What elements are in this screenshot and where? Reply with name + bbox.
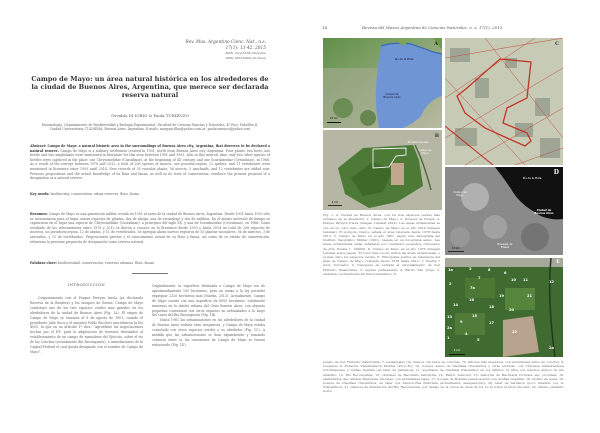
section-divider [132, 273, 168, 274]
point-label: 14 [453, 303, 459, 307]
point-label: 22 [512, 330, 518, 334]
point-label: 4 [465, 332, 468, 336]
label-campo-de-mayo-d: Campo de Mayo [453, 191, 467, 197]
resumen-text: Campo de Mayo es una guarnición militar creada en 1901 al norte de la ciudad de Buenos Aires, Argentina. Desde 1901 hasta 1993 sólo se mencionaron para el lugar cuatro especies de plantas, dos de abejas, una de escarabajo y dos de anfibios. En el mismo intervalo de tiempo se capturaron en el lugar una especie de Chrysomelidae (Cassidinae), a principios del siglo XX, y una de Scarabaeidae (Cetoniinae), en 1966. Como resultado de los relevamientos entre 1978 y 2012 se dieron a conocer en la literatura desde 1993 y hasta 2014 un total de 208 especies de insectos, un pseudoescorpion, 12 de arañas, y 11 de vertebrados. Se agregan ahora nuevos registros de 55 plantas vasculares, 56 de insectos, 3 de arácnidos, y 12 de vertebrados. Proposiciones previas y el conocimiento actual de su flora y fauna, así como de su estado de conservación, refuerzan la presente propuesta de designación como reserva natural. [30, 212, 271, 244]
point-label: 8 [488, 268, 491, 272]
point-label: 10 [511, 278, 517, 282]
label-rio-de-la-plata-a: Río de la Plata [394, 58, 414, 61]
palabras-clave-text: biodiversidad, conservación, reservas urbanas, flora, fauna. [57, 261, 155, 265]
authors: Osvaldo DI IORIO & Paola TURIENZO [111, 113, 189, 118]
point-label: 7 [478, 276, 481, 280]
point-label: 5 [477, 338, 480, 342]
label-bosques-de-ezeiza-d: Bosques de Ezeiza [497, 243, 513, 249]
point-label: 15 [472, 314, 478, 318]
scale-label-e: 2 km [453, 349, 461, 352]
panel-letter-c: C [555, 41, 559, 47]
section-heading: INTRODUCCIÓN [68, 282, 105, 287]
point-label: 16 [469, 298, 475, 302]
right-page [300, 0, 600, 433]
intro-paragraph-2: Originalmente, la superficie destinada a Campo de Mayo era de aproximadamente 100 hectáreas, pero un anexo a la ley permitió expropiar 2326 hectáreas más (Martín, 2013). Actualmente, Campo de Mayo cuenta con una superficie de 8000 hectáreas, totalmente inmersas en la matriz urbana del Gran Buenos Aires, con algunas pequeñas conexiones con otros espacios no urbanizados a lo largo del curso del Río Reconquista (Fig. 1B). [152, 284, 265, 318]
panel-letter-a: A [434, 41, 438, 47]
abstract [30, 144, 270, 181]
label-ciudad-buenos-aires-d: Ciudad de Buenos Aires [534, 209, 554, 215]
figure-caption-continued: puesto de don Filiberto Insaurralde; 7, eucaliptales (7a, densos, sin nidos de cotorras; 7b, árboles más dispersos, con abundantes nidos de cotorra); 8, tosquera; 9, Estación Visualizadora Montes (P.C.G.B.); 10, bosque denso de Gleditsia triacanthos y otras exóticas, con Chloraea membranacea (Orchidaceae) y orallas Nephila (en talar de barranca); 11, expansión de Gleditsia triacanthos en los últimos 15 años con algunos grupos de iris amarillo; 12, Río Reconquista; 13, chilcales de Baccharis salicifolia; 14, Barrio Aviación; 15, matorral de Baccharis forficata ssp. procinea; 16, alambrados que dividen diferentes parcelas, con abundantes talas; 17, bosque de Robinia pseudoacacia (con arañas Nephila); 18, molino de agua; 19, bosque de Gleditsia triacanthos, en talar con Aristolochia fimbriata (actualmente desaparecido); 20, talar de barranca (poco invadido por G. triacanthos); 21, planicie de inundación del Río Reconquista, por debajo de la curva de nivel de los 10 m sobre el nivel del mar; 22, relleno sanitario norte. [323, 360, 564, 394]
scale-label-b: 4 km [331, 201, 339, 204]
point-label: 2a [447, 326, 452, 330]
resumen-label: Resumen: [30, 212, 48, 216]
page-number: 14 [322, 25, 328, 30]
figure-panel-d [445, 167, 563, 255]
label-rio-de-la-plata-d: Río de la Plata [522, 177, 542, 180]
figure-panel-a [323, 38, 442, 128]
point-label: 2 [449, 282, 452, 286]
figure-panel-b [323, 130, 442, 210]
affiliation: Entomología. Departamento de Biodiversidad y Biología Experimental. Facultad de Ciencias Exactas y Naturales. 4º Piso, Pabellón II, Ciudad Universitaria C1428EHA, Buenos Aires, Argentina. E-mails: margaycillus@yahoo.com.ar; paolaturienzo@yahoo.com [41, 123, 259, 132]
point-label: 1 [447, 336, 450, 340]
palabras-clave-label: Palabras clave: [30, 261, 57, 265]
running-head: Revista del Museo Argentino de Ciencias Naturales, n. s. 17(1), 2015 [362, 25, 503, 30]
point-label: 9 [460, 320, 463, 324]
topographic-map-c [445, 38, 563, 165]
panel-letter-b: B [434, 133, 439, 139]
abstract-text: Campo de Mayo is a military settlement created in 1901, north from Buenos Aires city, Argentina. Four plants, two bees, one beetle and two amphibians were mentioned in literature for this area between 1901 and 1993. Also in this interval time, only two other species of beetles were captured in the place: one Chrysomelidae (Cassidinae), at the beginning of XX century, and one Scarabaeidae (Cetoniinae), in 1966. As a result of the surveys between 1978 and 2012, a total of 208 species of insects, one pseudoscorpion, 12 spiders, and 11 vertebrates were mentioned in literature since 1993 until 2014. New records of 55 vascular plants, 56 insects, 3 arachnids, and 12 vertebrates are added now. Previous propositions and the actual knowledge of its flora and fauna, as well as its state of conservation, reinforce the present proposal of a designation as a natural reserve. [30, 148, 271, 181]
point-label: 19 [499, 294, 505, 298]
point-label: 1a [448, 268, 453, 272]
point-label: 17 [489, 321, 495, 325]
keywords-text: biodiversity, conservation, urban reserves, flora, fauna. [50, 192, 140, 196]
scale-label-d: 10 km [451, 247, 461, 250]
body-column-left [30, 296, 143, 355]
scale-label-a: 25 km [329, 117, 339, 120]
figure-panel-e [445, 258, 563, 357]
point-label: 18 [489, 305, 495, 309]
point-label: 6 [504, 271, 507, 275]
palabras-clave [30, 261, 270, 266]
journal-volume: 17(1): 13-42, 2015 [225, 45, 266, 51]
point-label: 7a [470, 286, 475, 290]
label-rio-reconquista-b: Río Reconquista [407, 141, 429, 144]
point-label: 12 [549, 280, 555, 284]
body-column-right [152, 284, 265, 348]
journal-name: Rev. Mus. Argentino Cienc. Nat., n.s. [185, 40, 266, 45]
intro-paragraph-1: Conjuntamente con el Parque Pereyra Iraola (ya declarado Reserva de la Biósfera) y los bosques de Ezeiza, Campo de Mayo constituye uno de los tres espacios verdes más grandes en los alrededores de la ciudad de Buenos Aires (Fig. 1A). El origen de Campo de Mayo se remonta al 8 de agosto de 1901, cuando el presidente Julio Roca y el ministro Pablo Riccheri suscribieron la ley 4005, la que en su artículo 1º dice: "Agruébese las negociaciones hechas por el P.E. para la adquisición de terrenos destinados al establecimiento de un campo de maniobras del Ejército, sobre el río de las Conchas (actualmente Río Reconquista), a inmediaciones de la Capital Federal el cual queda designado con el nombre de Campo de Mayo". [30, 296, 143, 354]
point-label: 20 [509, 308, 515, 312]
intro-paragraph-3: Hasta 1961 las urbanizaciones en los alrededores de la ciudad de Buenos Aires todavía eran incipientes, y Campo de Mayo estaba conectado con otros espacios verdes a su alrededor (Fig. 1C). A medida que las urbanizaciones se iban expandiendo y tomando contacto entre sí, las conexiones de Campo de Mayo se fueron reduciendo (Fig. 1D). [152, 318, 265, 347]
panel-letter-d: D [553, 169, 559, 176]
label-campo-de-mayo-b: Campo de Mayo [418, 149, 432, 155]
journal-reference [185, 40, 266, 60]
figure-caption: Fig. 1. A. Ciudad de Buenos Aires, con los tres espacios verdes más extensos en su alrededor: 1, Campo de Mayo; 2, bosques de Ezeiza; 3, Parque Pereyra Iraola (imagen Landsat 2014). Las áreas urbanizadas se ven en un color más claro. B. Campo de Mayo en el año 2014 (imagen Landsat). El polígono blanco señala el área relevada desde 1978 hasta 2012. C. Campo de Mayo en el año 1961, según una cartografía del Instituto Geográfico Militar (1961), basada en un fotograma aéreo. Las áreas urbanizadas están señaladas por cuadrados pequeños coloreados de gris. Escala 1: 100000. D. Campo de Mayo en el año 1976 (imagen Landsat sobre papel). El color más oscuro indica las áreas urbanizadas, y el más claro los espacios verdes. E. Principales puntos de referencia del área de Campo de Mayo relevada desde 1978 hasta 2012: 1, Puerta 7 (Don Torcuato); 2, tranquera de entrada al arrendamiento de don Filiberto Insaurralde; 3, laguna permanente; 4, Barrio San Jorge; 5, matadero (actualmente sin funcionamiento); 6, [323, 213, 440, 276]
keywords [30, 192, 270, 197]
keywords-label: Key words: [30, 192, 50, 196]
label-ciudad-buenos-aires-a: Ciudad de Buenos Aires [383, 93, 401, 99]
point-label: 21 [527, 294, 533, 298]
point-label: 2a [549, 346, 554, 350]
figure-panel-c [445, 38, 563, 165]
issn-online: ISSN 1853-0400 (en línea) [225, 55, 266, 60]
panel-letter-e: E [556, 259, 560, 265]
satellite-map-a [323, 38, 442, 128]
resumen [30, 212, 270, 244]
issn-print: ISSN 1514-5158 (impresa) [225, 51, 266, 56]
point-label: 3 [469, 267, 472, 271]
abstract-label: Abstract: Campo de Mayo: a natural historic area in the surroundings of Buenos Aires city, Argentina, that deserves to be declared a natural reserve. [30, 144, 270, 153]
point-label: 11 [523, 278, 529, 282]
point-label: 13 [447, 315, 453, 319]
article-title: Campo de Mayo: un área natural histórica en los alrededores de la ciudad de Buenos Aires, Argentina, que merece ser declarada reserva natural [31, 75, 269, 100]
